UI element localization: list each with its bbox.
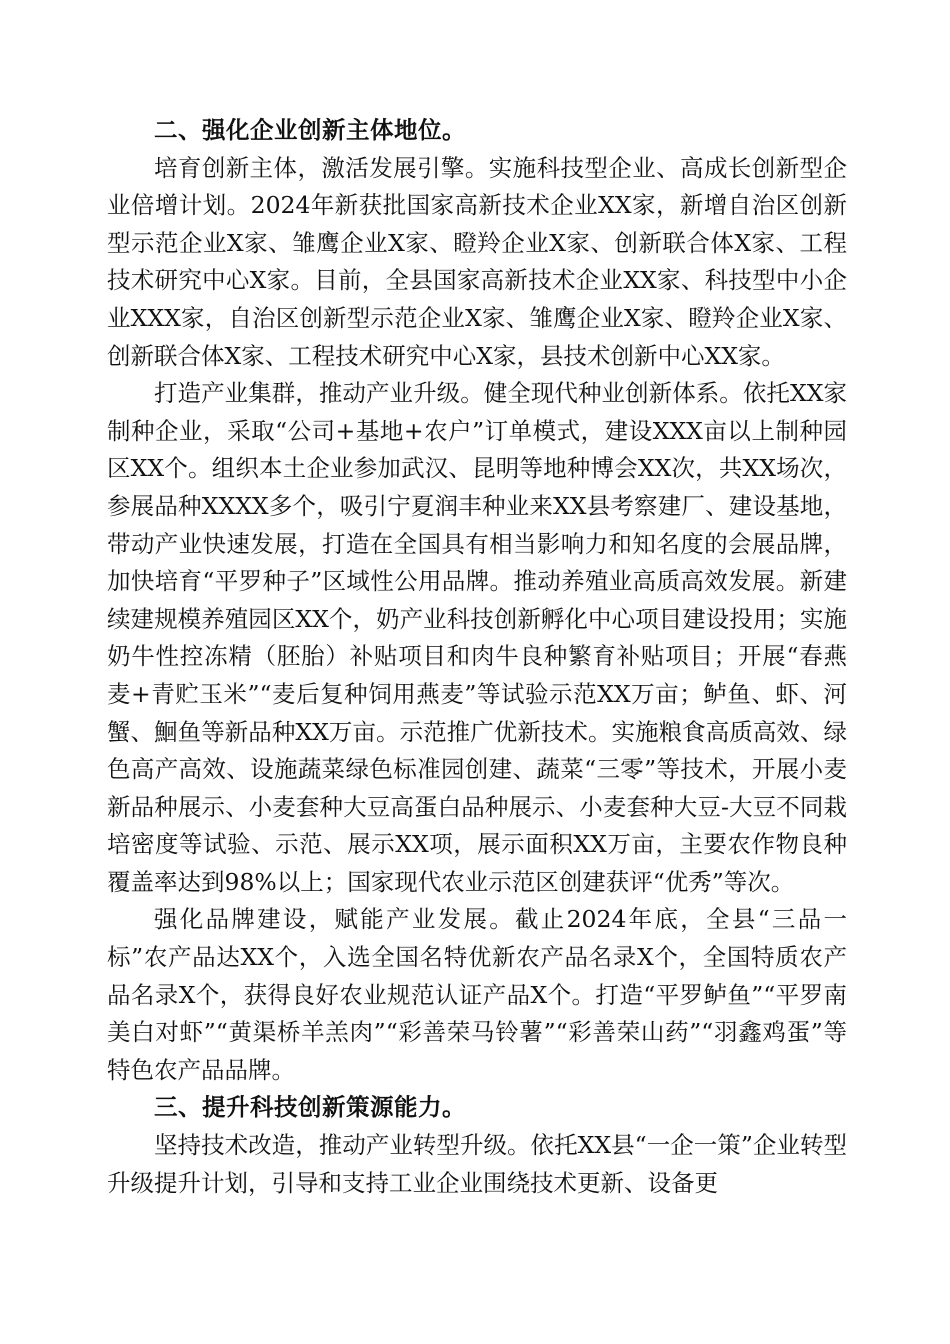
- section-heading-2: 二、强化企业创新主体地位。: [154, 116, 466, 144]
- paragraph-industry-clusters: 打造产业集群，推动产业升级。健全现代种业创新体系。依托XX家制种企业，采取“公司+基地+农户”订单模式，建设XXX亩以上制种园区XX个。组织本土企业参加武汉、昆明等地种博会XX次，共XX场次，参展品种XXXX多个，吸引宁夏润丰种业来XX县考察建厂、建设基地，带动产业快速发展，打造在全国具有相当影响力和知名度的会展品牌，加快培育“平罗种子”区域性公用品牌。推动养殖业高质高效发展。新建续建规模养殖园区XX个，奶产业科技创新孵化中心项目建设投用；实施奶牛性控冻精（胚胎）补贴项目和肉牛良种繁育补贴项目；开展“春燕麦+青贮玉米”“麦后复种饲用燕麦”等试验示范XX万亩；鲈鱼、虾、河蟹、鮰鱼等新品种XX万亩。示范推广优新技术。实施粮食高质高效、绿色高产高效、设施蔬菜绿色标准园创建、蔬菜“三零”等技术，开展小麦新品种展示、小麦套种大豆高蛋白品种展示、小麦套种大豆-大豆不同栽培密度等试验、示范、展示XX项，展示面积XX万亩，主要农作物良种覆盖率达到98%以上；国家现代农业示范区创建获评“优秀”等次。: [107, 379, 847, 896]
- paragraph-brand-building: 强化品牌建设，赋能产业发展。截止2024年底，全县“三品一标”农产品达XX个，入选全国名特优新农产品名录X个，全国特质农产品名录X个，获得良好农业规范认证产品X个。打造“平罗鲈鱼”“平罗南美白对虾”“黄渠桥羊羔肉”“彩善荣马铃薯”“彩善荣山药”“羽鑫鸡蛋”等特色农产品品牌。: [107, 905, 847, 1084]
- section-heading-3: 三、提升科技创新策源能力。: [154, 1093, 466, 1122]
- paragraph-technical-transformation: 坚持技术改造，推动产业转型升级。依托XX县“一企一策”企业转型升级提升计划，引导和支持工业企业围绕技术更新、设备更: [107, 1131, 847, 1197]
- paragraph-innovation-entities: 培育创新主体，激活发展引擎。实施科技型企业、高成长创新型企业倍增计划。2024年新获批国家高新技术企业XX家，新增自治区创新型示范企业X家、雏鹰企业X家、瞪羚企业X家、创新联合体X家、工程技术研究中心X家。目前，全县国家高新技术企业XX家、科技型中小企业XXX家，自治区创新型示范企业X家、雏鹰企业X家、瞪羚企业X家、创新联合体X家、工程技术研究中心X家，县技术创新中心XX家。: [107, 153, 847, 370]
- document-body: [107, 112, 847, 1202]
